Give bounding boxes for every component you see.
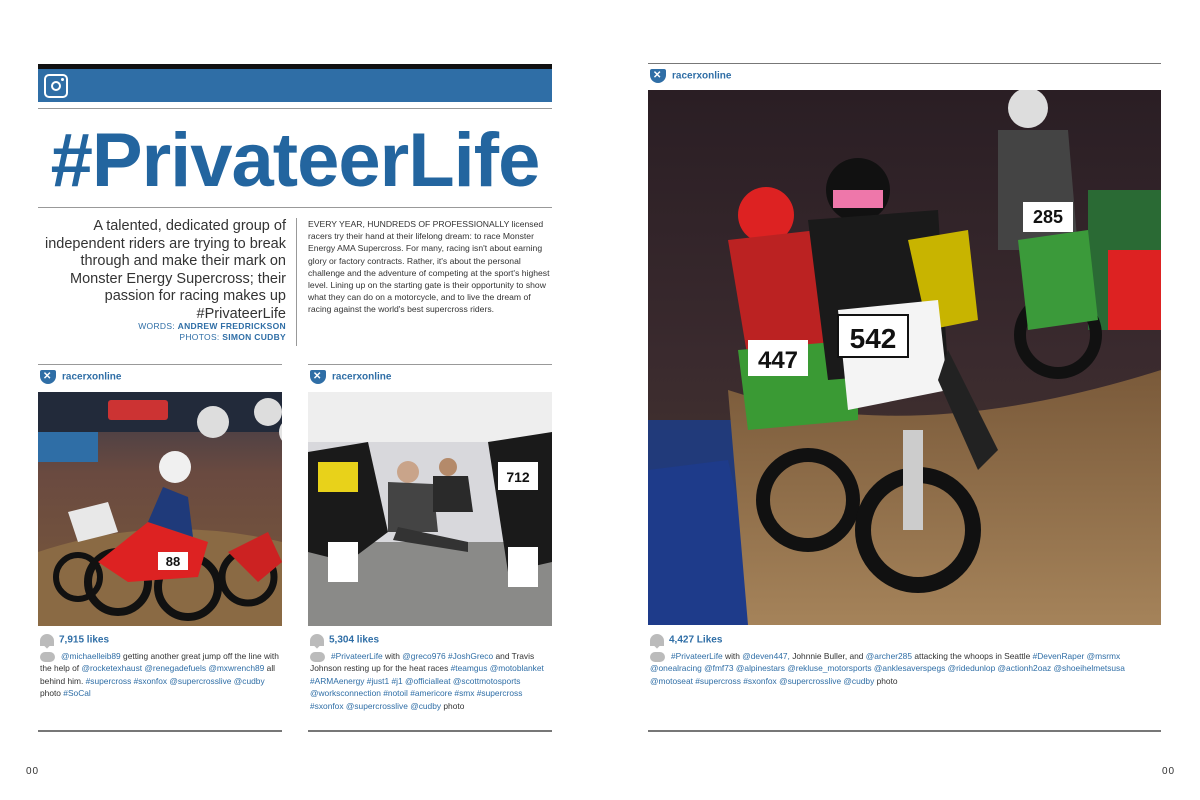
caption-tags[interactable]: #SoCal: [63, 688, 91, 699]
caption-text: Johnnie Buller, and: [792, 651, 864, 661]
post-2-account[interactable]: racerxonline: [332, 371, 392, 383]
caption-text: and Travis Johnson resting up for the heat races: [310, 651, 535, 674]
post-1-photo: [38, 392, 282, 626]
caption-user[interactable]: @michaelleib89: [61, 651, 121, 661]
plate-text: 285: [1032, 207, 1064, 227]
likes-count: 4,427 Likes: [669, 634, 723, 646]
footer-rule: [38, 730, 282, 732]
racerx-badge-icon: [310, 370, 326, 384]
caption-text: all behind him.: [40, 663, 276, 686]
caption-tags[interactable]: @rocketexhaust @renegadefuels @mxwrench89: [81, 663, 265, 674]
photos-name: SIMON CUDBY: [222, 332, 286, 342]
divider: [648, 63, 1161, 64]
post-2-likes: [310, 634, 379, 646]
svg-text:712: 712: [506, 469, 530, 485]
likes-count: 7,915 likes: [59, 634, 110, 646]
footer-rule: [308, 730, 552, 732]
post-2-caption: [310, 650, 554, 712]
post-3-photo: [648, 90, 1161, 625]
caption-tags[interactable]: @archer285: [865, 651, 912, 661]
body-text: EVERY YEAR, HUNDREDS OF PROFESSIONALLY licensed racers try their hand at their lifelong dream: to race Monster Energy AMA Supercross. For many, racing isn't about earning glory or factory contracts. Rather, it's about the personal challenge and the adventure of competing at the sport's highest level. Lining up on the starting gate is their opportunity to show what they can do on a motorcycle, and to live the dream of racing against the world's best supercross riders.: [308, 219, 550, 315]
column-divider: [296, 218, 297, 346]
post-3-likes: [650, 634, 722, 646]
caption-text: getting another great jump off the line with the help of: [40, 651, 279, 674]
racerx-badge-icon: [40, 370, 56, 384]
instagram-header-bar: [38, 64, 552, 102]
caption-tags[interactable]: #teamgus @motoblanket #ARMAenergy #just1 #j1 @officialleat @scottmotosports @worksconnection #notoil #americore #smx #supercross #sxonfox @supercrosslive @cudby: [310, 663, 544, 711]
photos-label: PHOTOS:: [179, 332, 220, 342]
divider: [38, 108, 552, 109]
comment-icon[interactable]: [40, 652, 55, 662]
caption-text: photo: [876, 675, 898, 686]
post-2-header: [310, 370, 391, 394]
footer-rule: [648, 730, 1161, 732]
caption-tags[interactable]: #DevenRaper @msrmx @onealracing @fmf73 @alpinestars @rekluse_motorsports @anklesaverspegs @ridedunlop @actionh2oaz @shoeihelmetsusa @motoseat #supercross #sxonfox @supercrosslive @cudby: [650, 651, 1125, 686]
comment-icon[interactable]: [310, 652, 325, 662]
words-name: ANDREW FREDRICKSON: [177, 321, 286, 331]
caption-text: photo: [40, 688, 61, 699]
instagram-icon: [44, 74, 68, 98]
caption-text: photo: [443, 700, 465, 711]
post-1-header: [40, 370, 121, 394]
comment-icon[interactable]: [650, 652, 665, 662]
intro-deck: A talented, dedicated group of independent riders are trying to break through and make their mark on Monster Energy Supercross; their passion for racing makes up #PrivateerLife: [44, 218, 286, 322]
divider: [308, 364, 552, 365]
post-1-account[interactable]: racerxonline: [62, 371, 122, 383]
divider: [38, 207, 552, 208]
page-number-left: 00: [26, 766, 40, 777]
caption-text: with: [725, 651, 740, 661]
caption-tags[interactable]: @deven447,: [742, 651, 790, 661]
plate-text: 542: [849, 323, 897, 354]
heart-icon[interactable]: [40, 634, 54, 646]
words-label: WORDS:: [138, 321, 175, 331]
post-3-caption: [650, 650, 1150, 687]
heart-icon[interactable]: [310, 634, 324, 646]
caption-text: attacking the whoops in Seattle: [914, 651, 1031, 661]
post-2-photo: [308, 392, 552, 626]
caption-tags[interactable]: #supercross #sxonfox @supercrosslive @cudby: [85, 675, 265, 686]
post-3-account[interactable]: racerxonline: [672, 70, 732, 82]
caption-user[interactable]: #PrivateerLife: [671, 651, 723, 661]
right-page: [600, 0, 1200, 800]
plate-text: 447: [757, 347, 799, 374]
page-title: #PrivateerLife: [50, 118, 540, 203]
racerx-badge-icon: [650, 69, 666, 83]
caption-user[interactable]: #PrivateerLife: [331, 651, 383, 661]
page-number-right: 00: [1162, 766, 1176, 777]
divider: [38, 364, 282, 365]
credits: [40, 321, 286, 343]
plate-text: 88: [165, 554, 181, 569]
post-1-likes: [40, 634, 109, 646]
heart-icon[interactable]: [650, 634, 664, 646]
post-1-caption: [40, 650, 284, 700]
caption-tags[interactable]: @greco976 #JoshGreco: [402, 651, 494, 661]
caption-text: with: [385, 651, 400, 661]
likes-count: 5,304 likes: [329, 634, 380, 646]
